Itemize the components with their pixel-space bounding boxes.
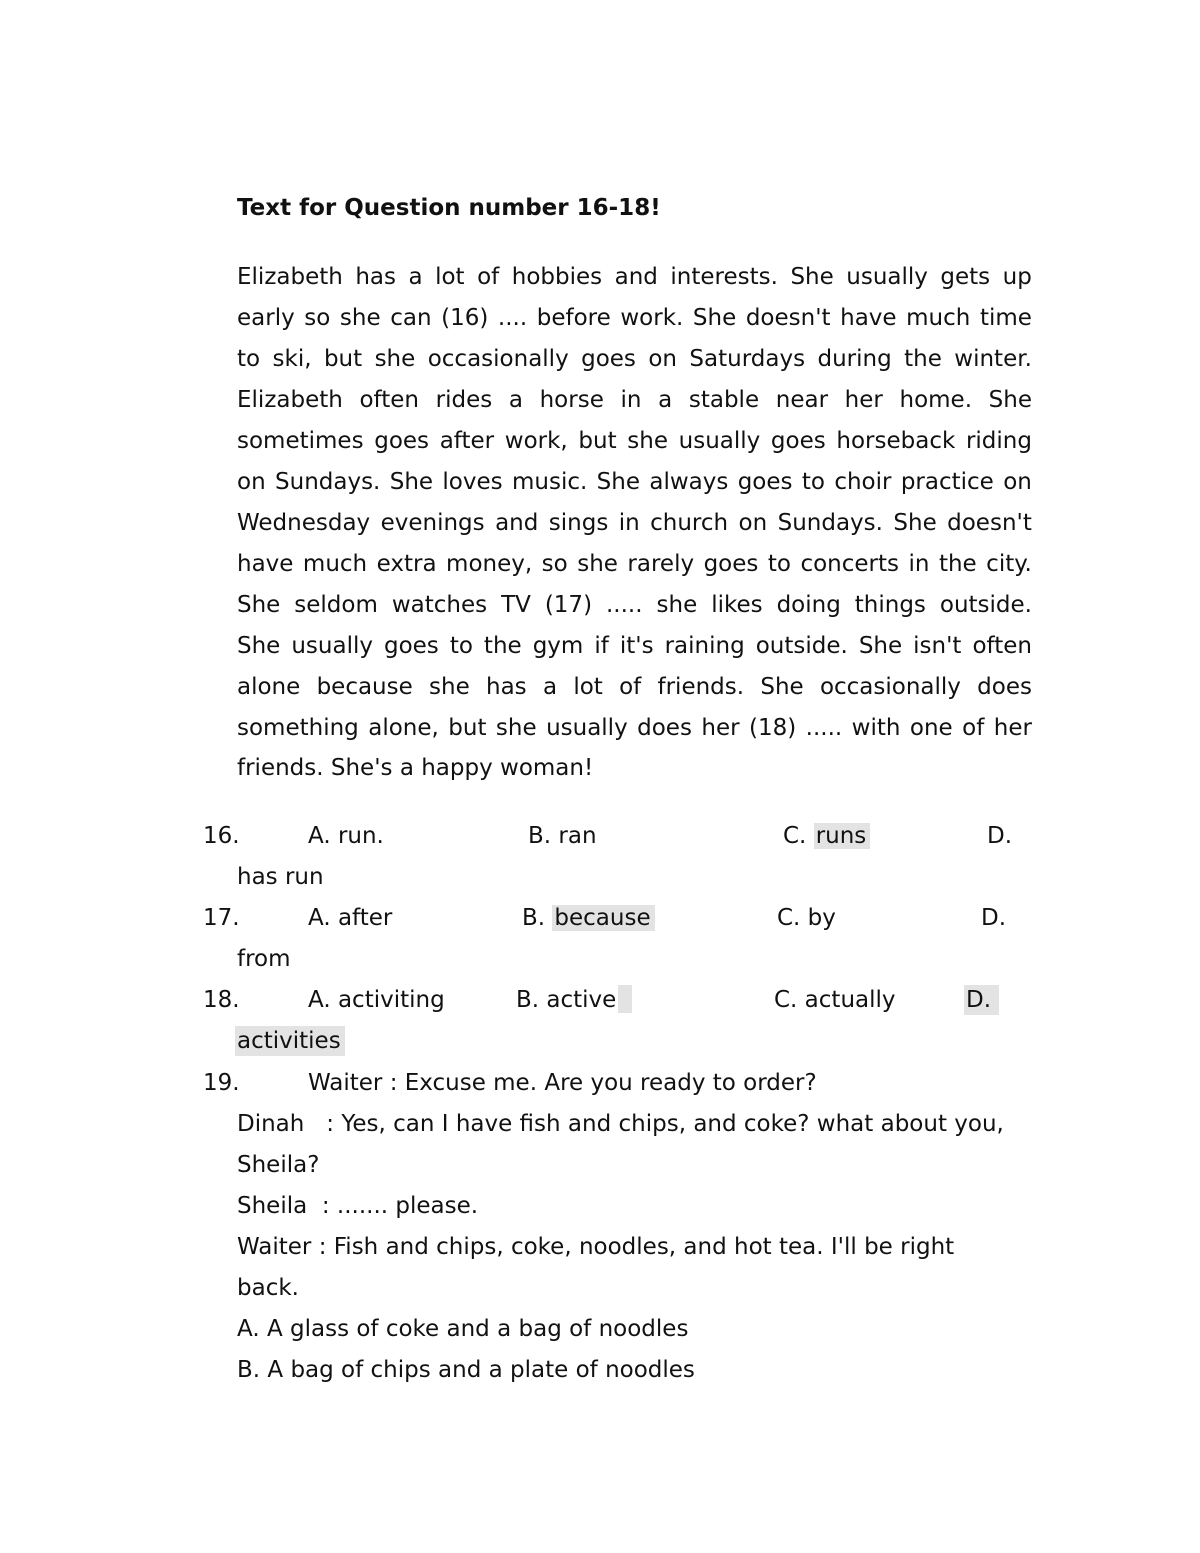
passage-word: goes (581, 346, 636, 372)
question-number: 17. (203, 905, 240, 931)
passage-word: isn't (913, 633, 962, 659)
passage-word: horseback (836, 428, 956, 454)
passage-word: after (439, 428, 495, 454)
passage-word: outside. (755, 633, 848, 659)
passage-word: can (390, 305, 432, 331)
passage-line (237, 385, 1032, 415)
passage-word: so (304, 305, 331, 331)
passage-word: doing (776, 592, 841, 618)
passage-word: Saturdays (689, 346, 806, 372)
passage-word: she (429, 674, 470, 700)
passage-word: (18) (749, 715, 797, 741)
passage-word: She (790, 264, 834, 290)
passage-word: does (637, 715, 692, 741)
passage-last-line: friends. She's a happy woman! (237, 755, 594, 781)
passage-word: work. (620, 305, 684, 331)
passage-word: so (541, 551, 568, 577)
passage-word: money, (446, 551, 533, 577)
passage-word: has (355, 264, 396, 290)
passage-word: ..... (805, 715, 843, 741)
passage-word: raining (664, 633, 745, 659)
question-number: 16. (203, 823, 240, 849)
passage-word: a (658, 387, 673, 413)
dialog-line: Waiter : Fish and chips, coke, noodles, and hot tea. I'll be right (237, 1234, 955, 1260)
passage-word: the (483, 633, 522, 659)
passage-word: in (908, 551, 930, 577)
passage-line (237, 426, 1032, 456)
passage-word: she (339, 305, 381, 331)
passage-word: have (840, 305, 897, 331)
highlighted-answer: because (552, 905, 654, 931)
passage-word: it's (619, 633, 654, 659)
passage-word: goes (374, 428, 430, 454)
passage-word: goes (703, 551, 759, 577)
option-c: C. actually (774, 987, 896, 1013)
passage-word: She (596, 469, 640, 495)
dialog-line: Dinah : Yes, can I have fish and chips, and coke? what about you, (237, 1111, 1004, 1137)
passage-word: Elizabeth (237, 387, 343, 413)
passage-word: on (648, 346, 677, 372)
passage-word: usually (291, 633, 373, 659)
question-number: 18. (203, 987, 240, 1013)
passage-word: home. (899, 387, 973, 413)
passage-word: choir (834, 469, 892, 495)
passage-word: She (237, 592, 281, 618)
passage-word: sings (548, 510, 609, 536)
passage-line (237, 344, 1032, 374)
passage-word: a (508, 387, 523, 413)
passage-word: work, (504, 428, 568, 454)
passage-word: she (374, 346, 416, 372)
passage-word: alone (237, 674, 301, 700)
passage-line (237, 713, 1032, 743)
passage-word: (17) (544, 592, 593, 618)
passage-word: a (408, 264, 423, 290)
passage-word: city. (986, 551, 1032, 577)
passage-word: much (906, 305, 971, 331)
passage-word: occasionally (819, 674, 961, 700)
passage-word: the (938, 551, 977, 577)
passage-word: her (993, 715, 1032, 741)
passage-word: gym (532, 633, 584, 659)
passage-word: of (619, 674, 642, 700)
passage-word: but (323, 346, 363, 372)
passage-word: in (618, 510, 640, 536)
passage-line (237, 508, 1032, 538)
option-a: A. activiting (308, 987, 445, 1013)
passage-word: to (449, 633, 473, 659)
passage-word: loves (442, 469, 503, 495)
passage-word: music. (512, 469, 588, 495)
passage-word: likes (711, 592, 763, 618)
option-b-text: B. active (516, 987, 617, 1013)
passage-word: with (851, 715, 901, 741)
passage-word: hobbies (511, 264, 603, 290)
passage-word: in (620, 387, 642, 413)
passage-word: TV (501, 592, 531, 618)
passage-word: and (614, 264, 658, 290)
passage-word: because (316, 674, 413, 700)
passage-word: and (495, 510, 539, 536)
option-a: A. after (308, 905, 393, 931)
passage-word: things (854, 592, 926, 618)
passage-line (237, 590, 1032, 620)
passage-word: one (909, 715, 953, 741)
passage-word: rarely (627, 551, 695, 577)
passage-word: church (650, 510, 729, 536)
passage-word: seldom (294, 592, 378, 618)
option-a: A. A glass of coke and a bag of noodles (237, 1316, 689, 1342)
passage-word: she (656, 592, 698, 618)
dialog-line: back. (237, 1275, 299, 1301)
passage-word: doesn't (947, 510, 1032, 536)
passage-word: have (237, 551, 294, 577)
passage-word: always (649, 469, 729, 495)
passage-word: if (594, 633, 609, 659)
passage-word: She (988, 387, 1032, 413)
passage-word: usually (678, 428, 761, 454)
option-b (516, 985, 632, 1015)
passage-line (237, 303, 1032, 333)
passage-word: a (542, 674, 558, 700)
passage-word: often (972, 633, 1032, 659)
passage-word: but (578, 428, 617, 454)
passage-word: She (692, 305, 737, 331)
passage-word: time (979, 305, 1032, 331)
passage-word: Wednesday (237, 510, 371, 536)
passage-word: She (858, 633, 903, 659)
passage-word: alone, (368, 715, 439, 741)
passage-word: but (448, 715, 487, 741)
passage-word: lot (573, 674, 603, 700)
option-d: D. (987, 823, 1013, 849)
passage-word: doesn't (745, 305, 831, 331)
passage-word: usually (846, 264, 928, 290)
passage-word: she (627, 428, 668, 454)
passage-word: stable (688, 387, 760, 413)
option-c: C. by (777, 905, 836, 931)
passage-word: She (389, 469, 434, 495)
passage-word: She (237, 633, 281, 659)
dialog-line: Sheila? (237, 1152, 320, 1178)
passage-word: outside. (939, 592, 1032, 618)
passage-word: horse (539, 387, 604, 413)
passage-word: to (801, 469, 825, 495)
option-c (783, 821, 870, 851)
passage-line (237, 262, 1032, 292)
passage-word: She (760, 674, 804, 700)
option-d: D. (981, 905, 1007, 931)
option-d-continued: from (237, 946, 291, 972)
passage-word: winter. (954, 346, 1032, 372)
option-d-highlighted: D. (964, 985, 999, 1015)
highlighted-answer: runs (814, 823, 871, 849)
option-b (522, 903, 655, 933)
passage-word: of (477, 264, 500, 290)
passage-word: interests. (670, 264, 778, 290)
dialog-line: Waiter : Excuse me. Are you ready to order? (308, 1070, 817, 1096)
passage-word: on (1003, 469, 1032, 495)
option-d-continued-highlighted: activities (235, 1026, 345, 1056)
passage-word: Sundays. (777, 510, 883, 536)
passage-word: usually (546, 715, 628, 741)
option-prefix: C. (783, 823, 807, 849)
passage-word: evenings (380, 510, 485, 536)
passage-word: sometimes (237, 428, 364, 454)
passage-word: friends. (657, 674, 745, 700)
passage-line (237, 467, 1032, 497)
passage-word: often (359, 387, 419, 413)
section-heading: Text for Question number 16-18! (237, 195, 661, 221)
option-b: B. ran (528, 823, 597, 849)
dialog-line: Sheila : ....... please. (237, 1193, 479, 1219)
passage-word: goes (770, 428, 826, 454)
passage-word: gets (940, 264, 991, 290)
passage-word: practice (900, 469, 994, 495)
passage-word: on (738, 510, 768, 536)
passage-word: before (536, 305, 611, 331)
passage-line (237, 549, 1032, 579)
option-prefix: B. (522, 905, 546, 931)
passage-word: early (237, 305, 295, 331)
passage-word: concerts (800, 551, 899, 577)
passage-word: rides (435, 387, 493, 413)
passage-word: ..... (606, 592, 643, 618)
passage-word: near (775, 387, 829, 413)
passage-word: something (237, 715, 359, 741)
passage-line (237, 672, 1032, 702)
passage-word: the (904, 346, 942, 372)
option-a: A. run. (308, 823, 384, 849)
passage-word: (16) (441, 305, 489, 331)
option-d-continued: has run (237, 864, 324, 890)
passage-word: to (237, 346, 261, 372)
passage-word: watches (391, 592, 488, 618)
passage-word: of (962, 715, 985, 741)
passage-word: ski, (272, 346, 312, 372)
question-number: 19. (203, 1070, 240, 1096)
passage-line (237, 631, 1032, 661)
passage-word: goes (737, 469, 793, 495)
passage-word: to (767, 551, 791, 577)
option-b: B. A bag of chips and a plate of noodles (237, 1357, 695, 1383)
passage-word: She (893, 510, 937, 536)
highlight-mark (618, 985, 632, 1013)
passage-word: she (495, 715, 537, 741)
passage-word: occasionally (427, 346, 569, 372)
passage-word: does (977, 674, 1032, 700)
passage-word: Sundays. (275, 469, 381, 495)
passage-word: Elizabeth (237, 264, 343, 290)
passage-word: riding (965, 428, 1032, 454)
passage-word: on (237, 469, 266, 495)
passage-word: she (577, 551, 618, 577)
passage-word: during (817, 346, 892, 372)
passage-word: has (486, 674, 527, 700)
passage-word: her (844, 387, 883, 413)
passage-word: much (302, 551, 368, 577)
passage-word: .... (497, 305, 528, 331)
passage-word: extra (376, 551, 437, 577)
passage-word: lot (435, 264, 465, 290)
passage-word: goes (383, 633, 439, 659)
passage-word: her (701, 715, 740, 741)
passage-word: up (1002, 264, 1032, 290)
